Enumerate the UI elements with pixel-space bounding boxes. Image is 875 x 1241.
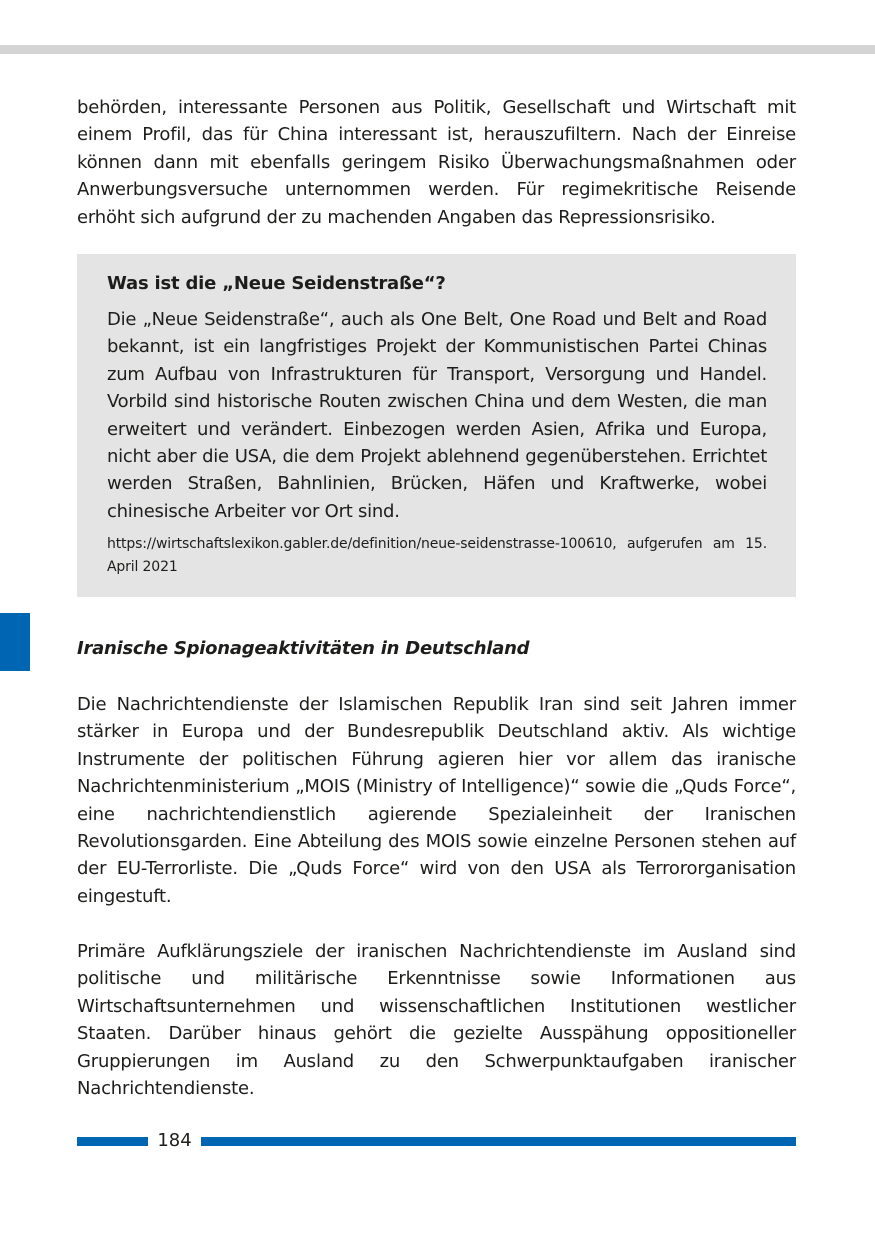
top-rule <box>0 45 875 54</box>
paragraph-iran-intro: Die Nachrichtendienste der Islamischen Republik Iran sind seit Jahren immer stärker in Europa und der Bundesrepublik Deutschland aktiv. Als wichtige Instrumente der politischen Führung agieren hier vor allem das iranische Nachrichtenministerium „MOIS (Ministry of Intelligence)“ sowie die „Quds Force“, eine nachrichtendienstlich agierende Spezialeinheit der Iranischen Revolutionsgarden. Eine Abteilung des MOIS sowie einzelne Personen stehen auf der EU-Terrorliste. Die „Quds Force“ wird von den USA als Terrororganisation eingestuft. <box>77 694 796 907</box>
footer-line-right <box>201 1137 796 1146</box>
infobox-source: https://wirtschaftslexikon.gabler.de/definition/neue-seidenstrasse-100610, aufgerufen am 15. April 2021 <box>107 536 767 576</box>
paragraph-iran-targets: Primäre Aufklärungsziele der iranischen Nachrichtendienste im Ausland sind politische und militärische Erkenntnisse sowie Informationen aus Wirtschaftsunternehmen und wissenschaftlichen Institutionen westlicher Staaten. Darüber hinaus gehört die gezielte Ausspähung oppositioneller Gruppierungen im Ausland zu den Schwerpunktaufgaben iranischer Nachrichtendienste. <box>77 941 796 1100</box>
infobox <box>77 254 796 597</box>
intro-paragraph: behörden, interessante Personen aus Politik, Gesellschaft und Wirtschaft mit einem Profil, das für China interessant ist, herauszufiltern. Nach der Einreise können dann mit ebenfalls geringem Risiko Überwachungsmaßnahmen oder Anwerbungsversuche unternommen werden. Für regimekritische Reisende erhöht sich aufgrund der zu machenden Angaben das Repressionsrisiko. <box>77 97 796 228</box>
page-number: 184 <box>157 1130 192 1151</box>
section-heading: Iranische Spionageaktivitäten in Deutschland <box>77 638 530 659</box>
footer-line-left <box>77 1137 148 1146</box>
infobox-text: Die „Neue Seidenstraße“, auch als One Belt, One Road und Belt and Road bekannt, ist ein langfristiges Projekt der Kommunistischen Partei Chinas zum Aufbau von Infrastrukturen für Transport, Versorgung und Handel. Vorbild sind historische Routen zwischen China und dem Westen, die man erweitert und verändert. Einbezogen werden Asien, Afrika und Europa, nicht aber die USA, die dem Projekt ablehnend gegenüberstehen. Errichtet werden Straßen, Bahnlinien, Brücken, Häfen und Kraftwerke, wobei chinesische Arbeiter vor Ort sind. <box>107 309 767 522</box>
infobox-title: Was ist die „Neue Seidenstraße“? <box>107 273 446 294</box>
chapter-tab-marker <box>0 613 30 671</box>
